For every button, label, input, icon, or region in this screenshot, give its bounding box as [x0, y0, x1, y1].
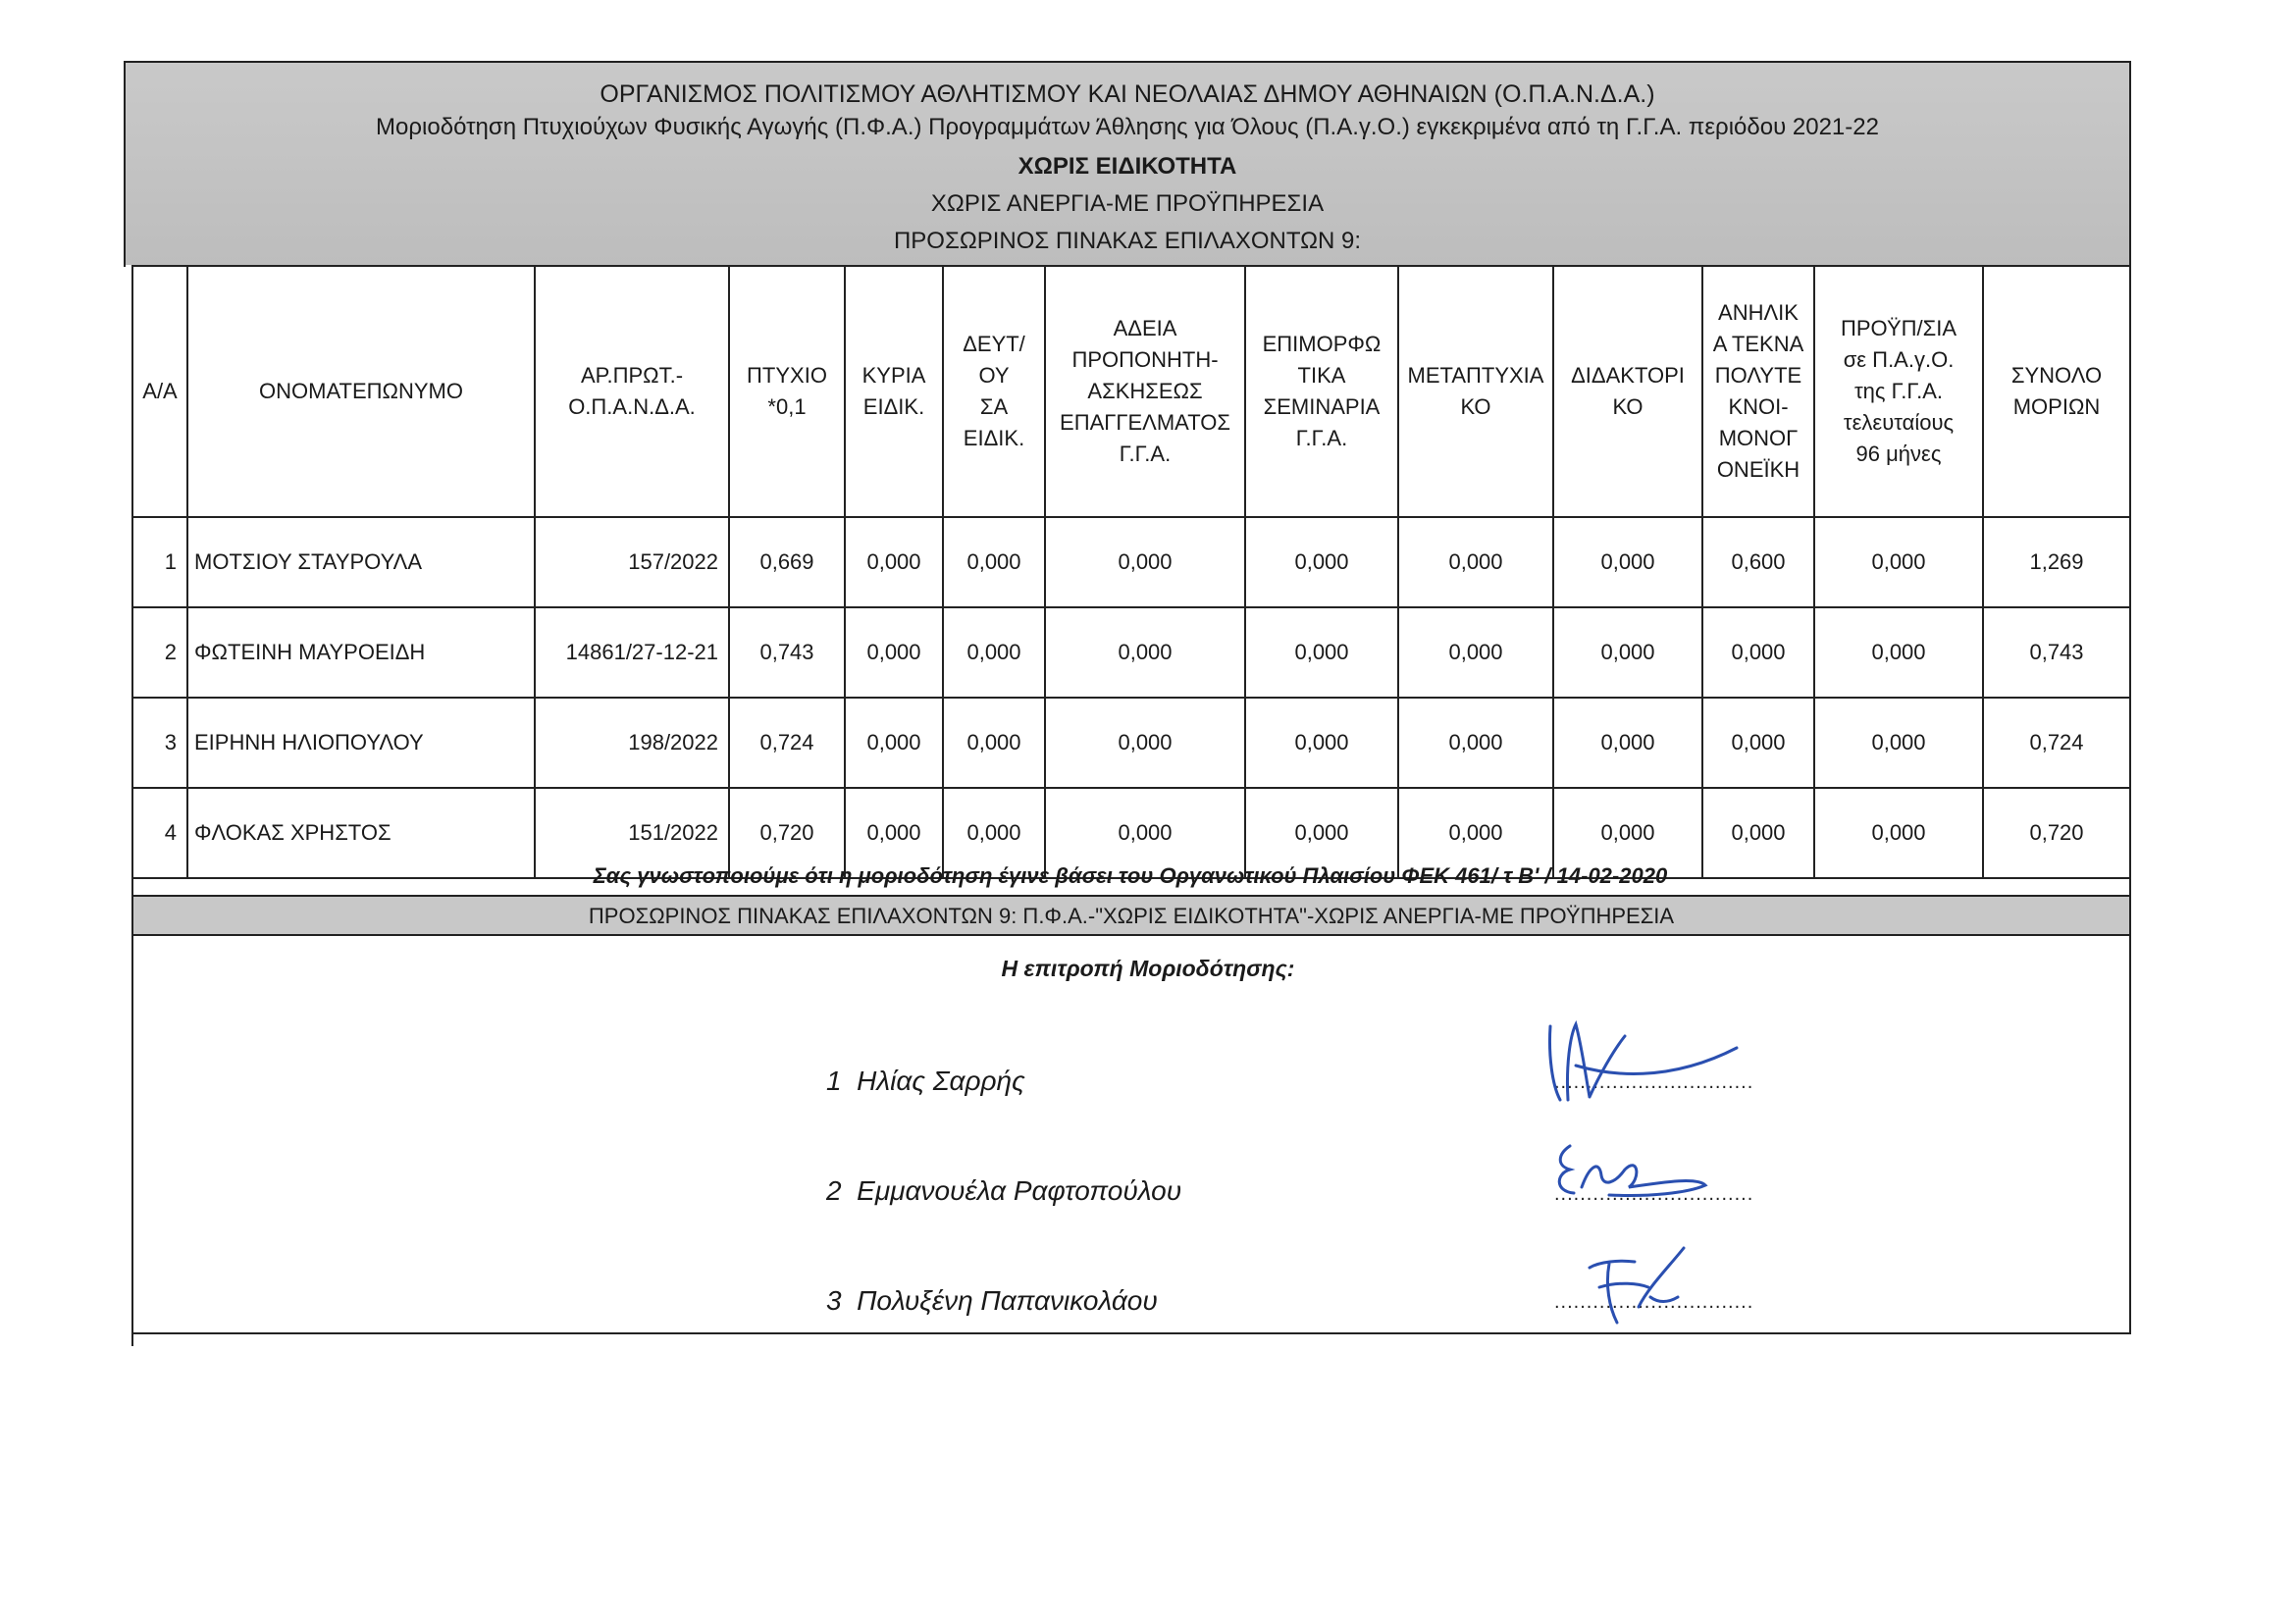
signature-line: ...............................: [1554, 1071, 1754, 1093]
table-cell: 0,720: [1983, 788, 2130, 878]
member-name: Ηλίας Σαρρής: [857, 1066, 1025, 1096]
committee-member: [826, 1285, 1158, 1317]
table-cell: 0,000: [943, 517, 1045, 607]
column-header: ΔΙΔΑΚΤΟΡΙ ΚΟ: [1553, 266, 1702, 517]
column-header: ΠΡΟΫΠ/ΣΙΑ σε Π.Α.γ.Ο. της Γ.Γ.Α. τελευταίους 96 μήνες: [1814, 266, 1983, 517]
column-header: ΔΕΥΤ/ΟΥ ΣΑ ΕΙΔΙΚ.: [943, 266, 1045, 517]
table-cell: 0,000: [1045, 517, 1245, 607]
table-cell: 2: [132, 607, 187, 698]
column-header: ΕΠΙΜΟΡΦΩ ΤΙΚΑ ΣΕΜΙΝΑΡΙΑ Γ.Γ.Α.: [1245, 266, 1398, 517]
table-cell: 0,669: [729, 517, 845, 607]
signature-image: [1540, 1238, 1737, 1327]
table-cell: 0,000: [1245, 788, 1398, 878]
table-cell: 0,743: [729, 607, 845, 698]
committee-title: Η επιτροπή Μοριοδότησης:: [1001, 956, 1295, 981]
list-title: ΠΡΟΣΩΡΙΝΟΣ ΠΙΝΑΚΑΣ ΕΠΙΛΑΧΟΝΤΩΝ 9:: [893, 228, 1362, 254]
signature-line: ...............................: [1554, 1291, 1754, 1313]
document-subtitle: Μοριοδότηση Πτυχιούχων Φυσικής Αγωγής (Π.Φ.Α.) Προγραμμάτων Άθλησης για Όλους (Π.Α.γ.Ο.) εγκεκριμένα από τη Γ.Γ.Α. περιόδου 2021-22: [376, 114, 1879, 140]
table-cell: 0,000: [1245, 517, 1398, 607]
organization-title: ΟΡΓΑΝΙΣΜΟΣ ΠΟΛΙΤΙΣΜΟΥ ΑΘΛΗΤΙΣΜΟΥ ΚΑΙ ΝΕΟΛΑΙΑΣ ΔΗΜΟΥ ΑΘΗΝΑΙΩΝ (Ο.Π.Α.Ν.Δ.Α.): [600, 80, 1655, 108]
table-cell: 0,000: [845, 788, 943, 878]
table-cell: 0,000: [1814, 517, 1983, 607]
table-cell: 0,000: [943, 607, 1045, 698]
table-cell: 0,000: [1398, 788, 1553, 878]
table-row: [132, 607, 2130, 698]
table-cell: 0,000: [1398, 517, 1553, 607]
table-cell: 151/2022: [535, 788, 729, 878]
table-cell: 0,000: [1245, 607, 1398, 698]
column-header: ΑΔΕΙΑ ΠΡΟΠΟΝΗΤΗ- ΑΣΚΗΣΕΩΣ ΕΠΑΓΓΕΛΜΑΤΟΣ Γ.Γ.Α.: [1045, 266, 1245, 517]
column-header: ΠΤΥΧΙΟ *0,1: [729, 266, 845, 517]
table-cell: 0,000: [1553, 788, 1702, 878]
table-cell: 0,000: [845, 607, 943, 698]
member-name: Πολυξένη Παπανικολάου: [857, 1285, 1158, 1316]
member-number: 2: [826, 1175, 842, 1206]
table-cell: 0,724: [729, 698, 845, 788]
table-cell: 0,000: [1045, 788, 1245, 878]
member-number: 1: [826, 1066, 842, 1096]
table-cell: 14861/27-12-21: [535, 607, 729, 698]
table-cell: 0,000: [1702, 788, 1814, 878]
column-header: ΣΥΝΟΛΟ ΜΟΡΙΩΝ: [1983, 266, 2130, 517]
table-cell: 0,000: [1702, 698, 1814, 788]
member-name: Εμμανουέλα Ραφτοπούλου: [857, 1175, 1182, 1206]
table-cell: 4: [132, 788, 187, 878]
column-header: Α/Α: [132, 266, 187, 517]
name-cell: ΦΩΤΕΙΝΗ ΜΑΥΡΟΕΙΔΗ: [187, 607, 535, 698]
table-cell: 0,000: [1398, 607, 1553, 698]
legal-basis-note: Σας γνωστοποιούμε ότι η μοριοδότηση έγινε βάσει του Οργανωτικού Πλαισίου ΦΕΚ 461/ τ Β' / 14-02-2020: [131, 863, 2129, 897]
column-header: ΑΝΗΛΙΚ Α ΤΕΚΝΑ ΠΟΛΥΤΕ ΚΝΟΙ- ΜΟΝΟΓ ΟΝΕΪΚΗ: [1702, 266, 1814, 517]
committee-member: [826, 1066, 1025, 1097]
table-cell: 0,600: [1702, 517, 1814, 607]
table-cell: 0,000: [1553, 607, 1702, 698]
footer-list-title: ΠΡΟΣΩΡΙΝΟΣ ΠΙΝΑΚΑΣ ΕΠΙΛΑΧΟΝΤΩΝ 9: Π.Φ.Α.-"ΧΩΡΙΣ ΕΙΔΙΚΟΤΗΤΑ"-ΧΩΡΙΣ ΑΝΕΡΓΙΑ-ΜΕ ΠΡΟΫΠΗΡΕΣΙΑ: [133, 897, 2129, 936]
table-cell: 0,000: [1814, 607, 1983, 698]
table-cell: 198/2022: [535, 698, 729, 788]
table-cell: 0,720: [729, 788, 845, 878]
signature-image: [1531, 1136, 1756, 1215]
column-header: ΚΥΡΙΑ ΕΙΔΙΚ.: [845, 266, 943, 517]
committee-member: [826, 1175, 1181, 1207]
table-cell: 0,000: [1553, 698, 1702, 788]
column-header: ΜΕΤΑΠΤΥΧΙΑ ΚΟ: [1398, 266, 1553, 517]
table-cell: 0,000: [845, 517, 943, 607]
table-cell: 0,000: [1045, 698, 1245, 788]
signature-image: [1531, 1007, 1756, 1115]
bottom-border: [131, 1332, 2131, 1334]
table-cell: 0,000: [1045, 607, 1245, 698]
table-cell: 0,000: [1398, 698, 1553, 788]
signature-line: ...............................: [1554, 1183, 1754, 1205]
table-cell: 0,000: [1245, 698, 1398, 788]
table-cell: 3: [132, 698, 187, 788]
category-title: ΧΩΡΙΣ ΕΙΔΙΚΟΤΗΤΑ: [1018, 153, 1237, 180]
table-cell: 0,000: [943, 698, 1045, 788]
table-cell: 0,000: [1814, 788, 1983, 878]
column-header: ΑΡ.ΠΡΩΤ.- Ο.Π.Α.Ν.Δ.Α.: [535, 266, 729, 517]
table-cell: 1: [132, 517, 187, 607]
table-cell: 157/2022: [535, 517, 729, 607]
document-header: [126, 63, 2129, 265]
table-cell: 0,000: [943, 788, 1045, 878]
column-header: ΟΝΟΜΑΤΕΠΩΝΥΜΟ: [187, 266, 535, 517]
table-cell: 0,724: [1983, 698, 2130, 788]
name-cell: ΜΟΤΣΙΟΥ ΣΤΑΥΡΟΥΛΑ: [187, 517, 535, 607]
table-cell: 0,743: [1983, 607, 2130, 698]
table-header-row: [132, 266, 2130, 517]
table-cell: 1,269: [1983, 517, 2130, 607]
member-number: 3: [826, 1285, 842, 1316]
name-cell: ΕΙΡΗΝΗ ΗΛΙΟΠΟΥΛΟΥ: [187, 698, 535, 788]
ranking-table: [131, 265, 2131, 879]
table-cell: 0,000: [1814, 698, 1983, 788]
table-cell: 0,000: [845, 698, 943, 788]
table-cell: 0,000: [1553, 517, 1702, 607]
condition-title: ΧΩΡΙΣ ΑΝΕΡΓΙΑ-ΜΕ ΠΡΟΫΠΗΡΕΣΙΑ: [930, 190, 1325, 217]
name-cell: ΦΛΟΚΑΣ ΧΡΗΣΤΟΣ: [187, 788, 535, 878]
table-row: [132, 698, 2130, 788]
table-row: [132, 517, 2130, 607]
table-cell: 0,000: [1702, 607, 1814, 698]
